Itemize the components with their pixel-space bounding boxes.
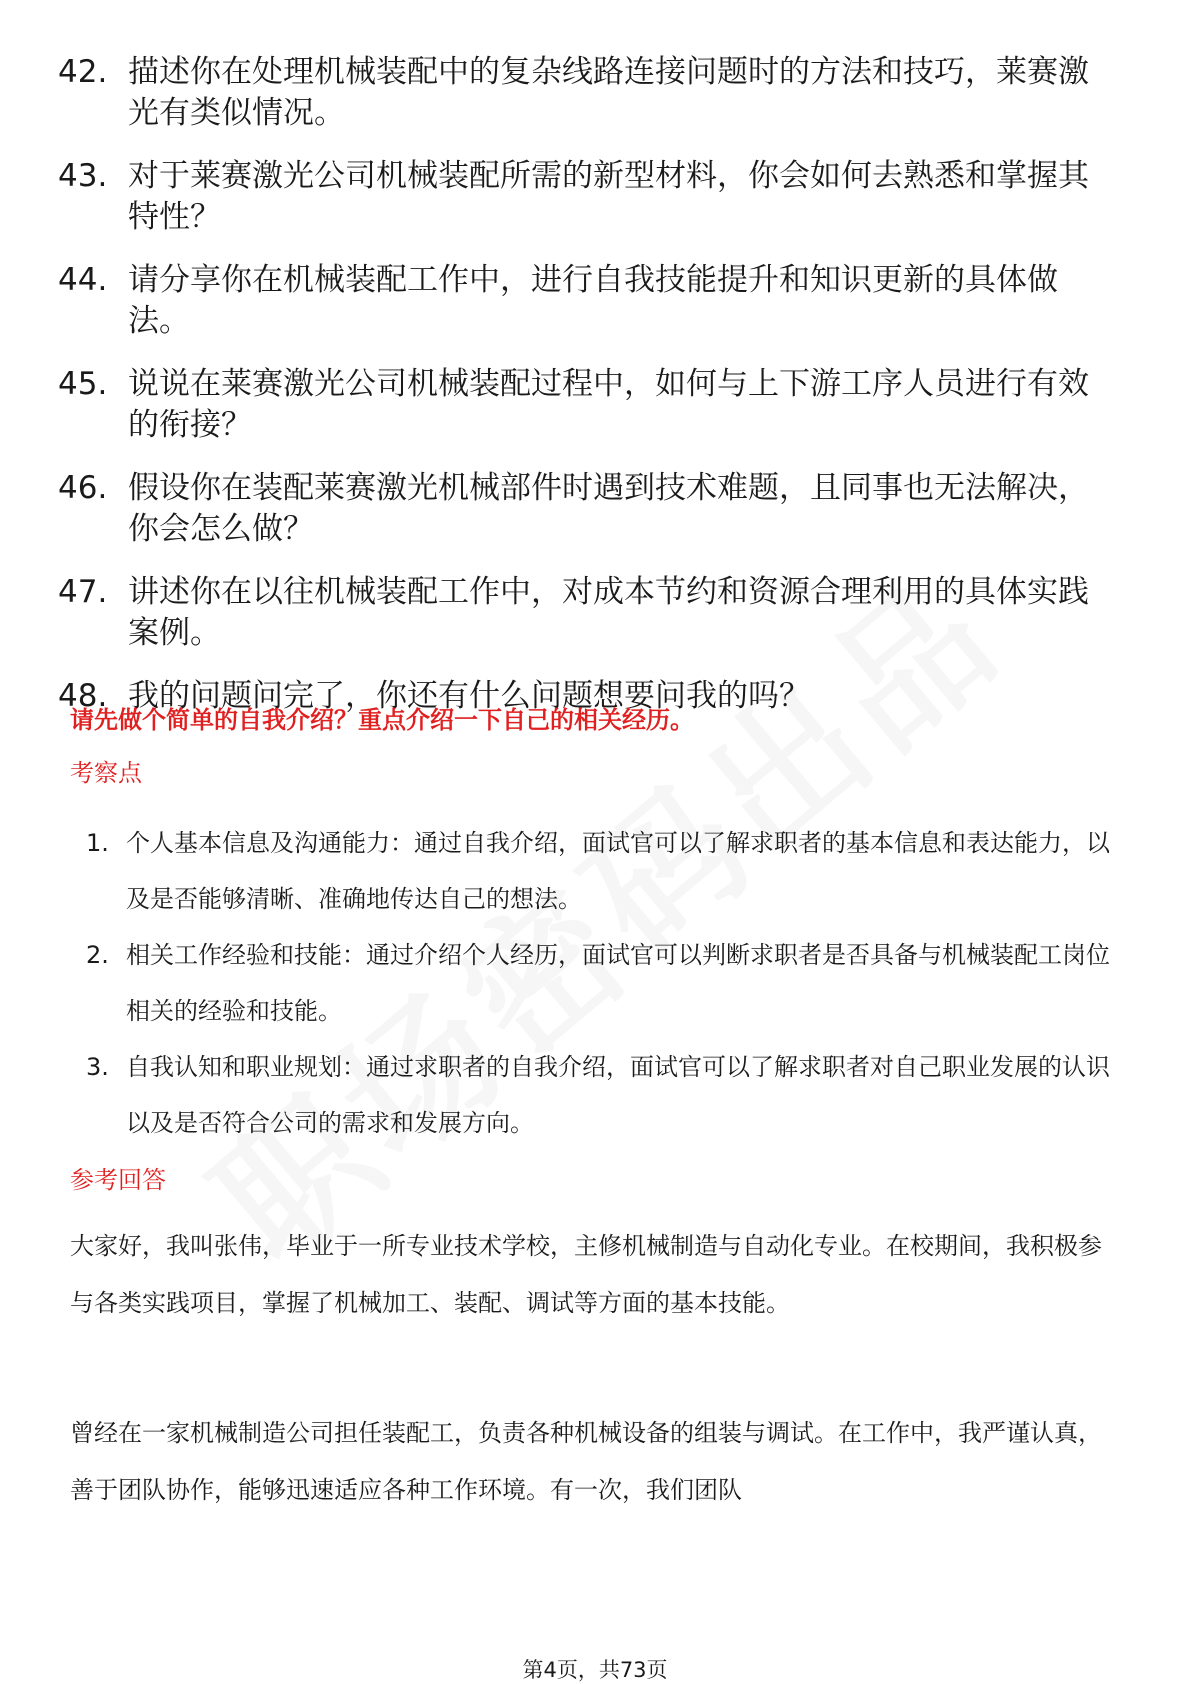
question-list bbox=[58, 52, 1118, 739]
question-text: 描述你在处理机械装配中的复杂线路连接问题时的方法和技巧，莱赛激光有类似情况。 bbox=[128, 54, 1089, 131]
point-item bbox=[86, 815, 1126, 927]
answer-paragraph: 曾经在一家机械制造公司担任装配工，负责各种机械设备的组装与调试。在工作中，我严谨认真，善于团队协作，能够迅速适应各种工作环境。有一次，我们团队 bbox=[70, 1419, 1102, 1504]
question-number: 47. bbox=[58, 574, 108, 610]
point-text: 个人基本信息及沟通能力：通过自我介绍，面试官可以了解求职者的基本信息和表达能力，以及是否能够清晰、准确地传达自己的想法。 bbox=[126, 829, 1110, 913]
point-item bbox=[86, 927, 1126, 1039]
point-item bbox=[86, 1039, 1126, 1151]
question-item bbox=[58, 260, 1118, 342]
question-number: 48. bbox=[58, 678, 108, 714]
question-text: 讲述你在以往机械装配工作中，对成本节约和资源合理利用的具体实践案例。 bbox=[128, 574, 1089, 651]
question-item bbox=[58, 156, 1118, 238]
answer-paragraph: 大家好，我叫张伟，毕业于一所专业技术学校，主修机械制造与自动化专业。在校期间，我积极参与各类实践项目，掌握了机械加工、装配、调试等方面的基本技能。 bbox=[70, 1232, 1102, 1317]
question-text: 说说在莱赛激光公司机械装配过程中，如何与上下游工序人员进行有效的衔接？ bbox=[128, 366, 1089, 443]
point-number: 3. bbox=[86, 1053, 109, 1081]
question-item bbox=[58, 468, 1118, 550]
answer-title: 参考回答 bbox=[70, 1166, 166, 1194]
question-text: 对于莱赛激光公司机械装配所需的新型材料，你会如何去熟悉和掌握其特性？ bbox=[128, 158, 1089, 235]
question-number: 46. bbox=[58, 470, 108, 506]
question-number: 43. bbox=[58, 158, 108, 194]
point-text: 自我认知和职业规划：通过求职者的自我介绍，面试官可以了解求职者对自己职业发展的认识以及是否符合公司的需求和发展方向。 bbox=[126, 1053, 1110, 1137]
question-text: 我的问题问完了，你还有什么问题想要问我的吗？ bbox=[128, 678, 810, 714]
page-footer: 第4页，共73页 bbox=[522, 1658, 668, 1682]
question-item bbox=[58, 364, 1118, 446]
question-text: 请分享你在机械装配工作中，进行自我技能提升和知识更新的具体做法。 bbox=[128, 262, 1058, 339]
question-number: 44. bbox=[58, 262, 108, 298]
assessment-points bbox=[86, 815, 1126, 1151]
point-number: 1. bbox=[86, 829, 109, 857]
point-text: 相关工作经验和技能：通过介绍个人经历，面试官可以判断求职者是否具备与机械装配工岗位相关的经验和技能。 bbox=[126, 941, 1110, 1025]
question-number: 42. bbox=[58, 54, 108, 90]
point-number: 2. bbox=[86, 941, 109, 969]
question-text: 假设你在装配莱赛激光机械部件时遇到技术难题，且同事也无法解决，你会怎么做？ bbox=[128, 470, 1089, 547]
points-title: 考察点 bbox=[70, 759, 142, 787]
question-number: 45. bbox=[58, 366, 108, 402]
section-question-heading: 请先做个简单的自我介绍？重点介绍一下自己的相关经历。 bbox=[70, 706, 694, 734]
question-item bbox=[58, 572, 1118, 654]
question-item bbox=[58, 52, 1118, 134]
